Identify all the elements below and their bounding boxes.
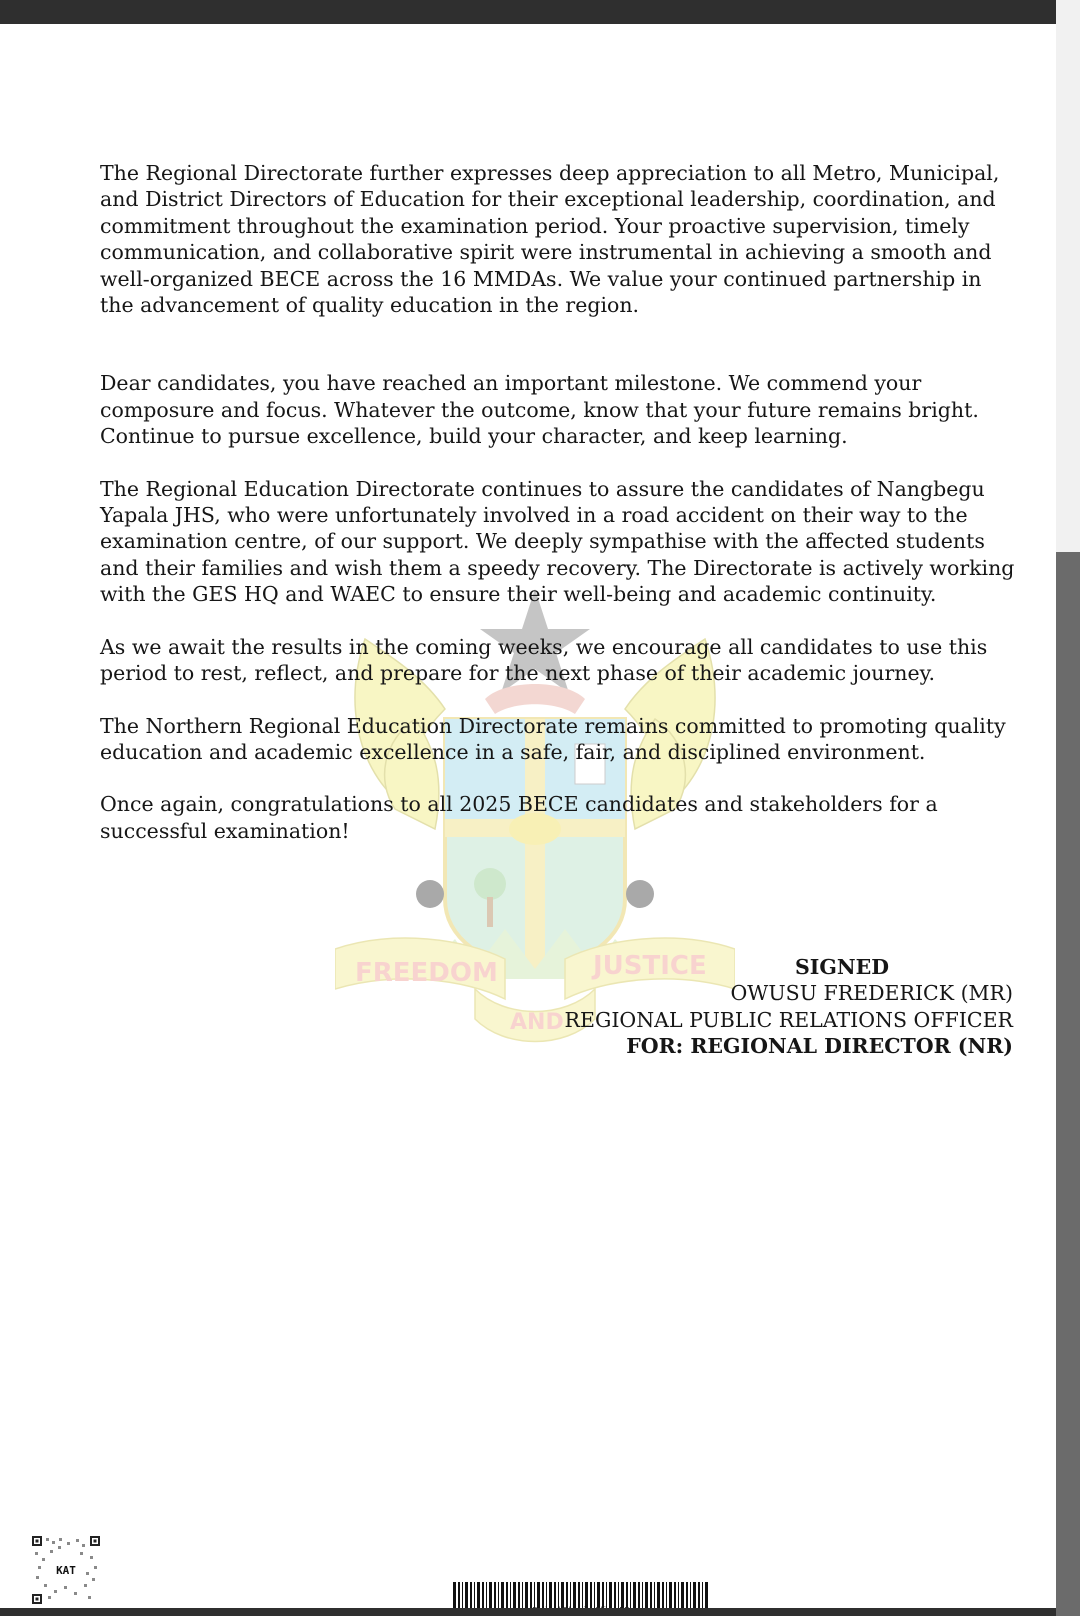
signatory-title: REGIONAL PUBLIC RELATIONS OFFICER: [564, 1007, 1013, 1032]
signed-label: SIGNED: [794, 955, 889, 979]
signature-block: [493, 954, 1013, 1060]
crest-motto-right: JUSTICE: [593, 951, 707, 981]
viewer-top-bar: [0, 0, 1056, 24]
paragraph-appreciation: The Regional Directorate further expresses deep appreciation to all Metro, Municipal, and District Directors of Education for their exceptional leadership, coordination, and commitment throughout the examination period. Your proactive supervision, timely communication, and collaborative spirit were instrumental in achieving a smooth and well-organized BECE across the 16 MMDAs. We value your continued partnership in the advancement of quality education in the region.: [100, 161, 1000, 318]
paragraph-accident: The Regional Education Directorate continues to assure the candidates of Nangbegu Yapala JHS, who were unfortunately involved in a road accident on their way to the examination centre, of our support. We deeply sympathise with the affected students and their families and wish them a speedy recovery. The Directorate is actively working with the GES HQ and WAEC to ensure their well-being and academic continuity.: [100, 476, 1015, 607]
paragraph-candidates: Dear candidates, you have reached an important milestone. We commend your composure and focus. Whatever the outcome, know that your future remains bright. Continue to pursue excellence, build your character, and keep learning.: [100, 371, 979, 449]
paragraph-results: As we await the results in the coming weeks, we encourage all candidates to use this period to rest, reflect, and prepare for the next phase of their academic journey.: [100, 634, 988, 686]
barcode-icon: [453, 1582, 709, 1608]
qr-label: KAT: [56, 1564, 76, 1577]
scrollbar-thumb[interactable]: [1056, 552, 1080, 1616]
document-page: [0, 24, 1056, 1608]
paragraph-commitment: The Northern Regional Education Directorate remains committed to promoting quality education and academic excellence in a safe, fair, and disciplined environment.: [100, 713, 1006, 764]
letter-body: [100, 160, 1015, 844]
paragraph-congratulations: Once again, congratulations to all 2025 BECE candidates and stakeholders for a successful examination!: [100, 792, 938, 843]
viewer-bottom-bar: [0, 1608, 1056, 1616]
on-behalf-line: FOR: REGIONAL DIRECTOR (NR): [626, 1034, 1013, 1059]
signatory-name: OWUSU FREDERICK (MR): [730, 981, 1013, 1006]
crest-motto-left: FREEDOM: [355, 958, 498, 988]
qr-code-icon: [32, 1536, 100, 1604]
crest-motto-center: AND: [510, 1010, 564, 1035]
